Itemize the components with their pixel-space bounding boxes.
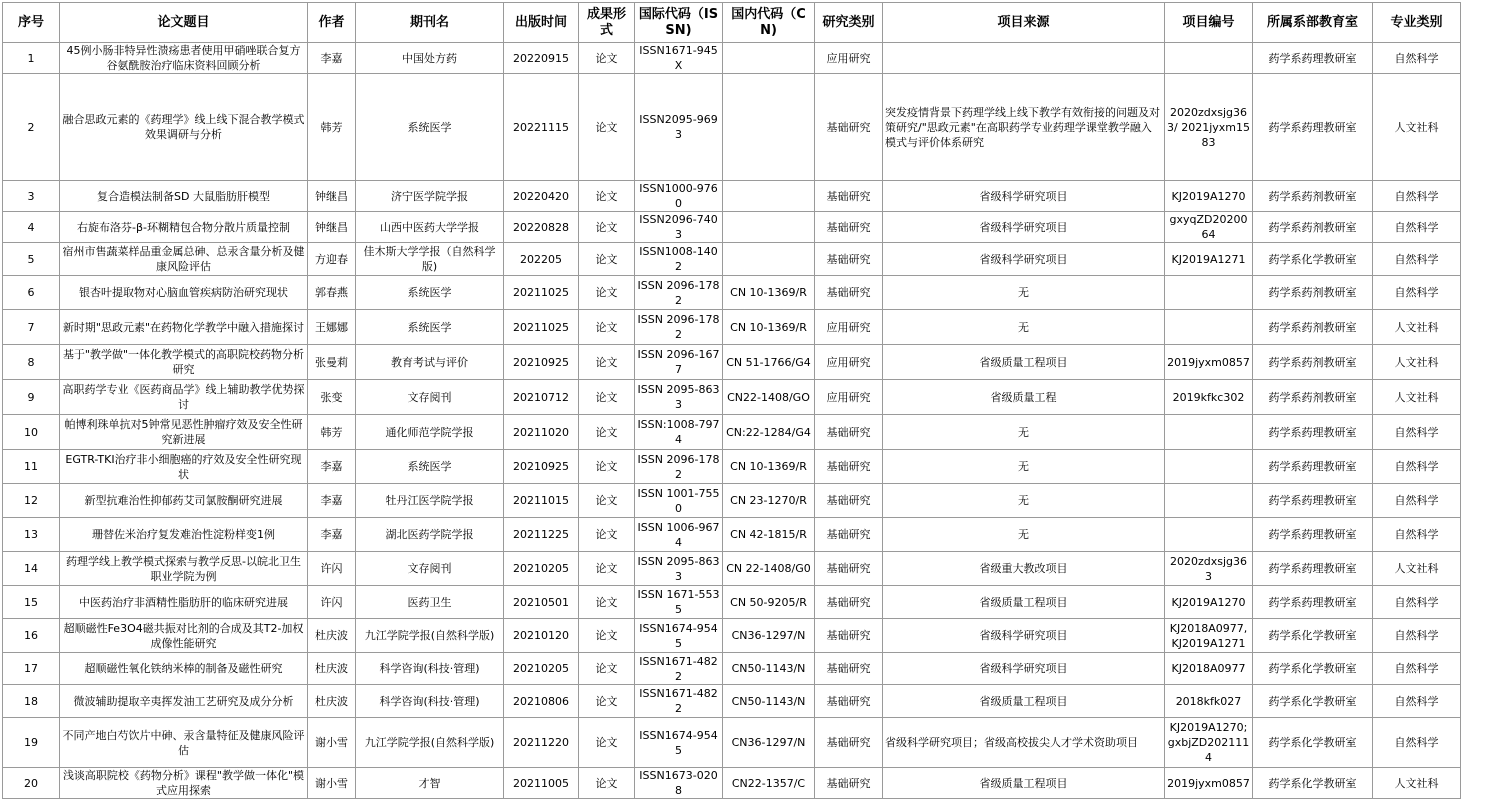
cell-project-no: [1165, 43, 1253, 74]
cell-source: 省级科学研究项目: [883, 653, 1165, 685]
cell-author: 韩芳: [308, 415, 356, 450]
table-row: [3, 450, 1461, 484]
cell-source: 省级重大教改项目: [883, 552, 1165, 586]
cell-source: 无: [883, 450, 1165, 484]
table-row: [3, 552, 1461, 586]
cell-category: 基础研究: [815, 552, 883, 586]
cell-issn: ISSN2095-9693: [635, 74, 723, 181]
cell-field: 自然科学: [1373, 212, 1461, 243]
cell-title: 不同产地白芍饮片中砷、汞含量特征及健康风险评估: [60, 718, 308, 768]
col-header-cn: 国内代码（CN): [723, 3, 815, 43]
cell-form: 论文: [579, 484, 635, 518]
cell-source: 省级科学研究项目: [883, 181, 1165, 212]
cell-date: 20210120: [504, 619, 579, 653]
cell-department: 药学系药理教研室: [1253, 415, 1373, 450]
cell-journal: 通化师范学院学报: [356, 415, 504, 450]
cell-category: 应用研究: [815, 43, 883, 74]
cell-index: 19: [3, 718, 60, 768]
col-header-journal: 期刊名: [356, 3, 504, 43]
table-row: [3, 619, 1461, 653]
cell-form: 论文: [579, 653, 635, 685]
cell-title: 帕博利珠单抗对5钟常见恶性肿瘤疗效及安全性研究新进展: [60, 415, 308, 450]
cell-source: 省级质量工程项目: [883, 586, 1165, 619]
cell-cn: CN:22-1284/G4: [723, 415, 815, 450]
cell-source: 无: [883, 518, 1165, 552]
cell-author: 李嘉: [308, 450, 356, 484]
cell-title: 高职药学专业《医药商品学》线上辅助教学优势探讨: [60, 380, 308, 415]
cell-field: 自然科学: [1373, 243, 1461, 276]
cell-form: 论文: [579, 380, 635, 415]
cell-index: 12: [3, 484, 60, 518]
cell-cn: [723, 181, 815, 212]
cell-form: 论文: [579, 450, 635, 484]
cell-category: 基础研究: [815, 518, 883, 552]
cell-source: 省级质量工程项目: [883, 685, 1165, 718]
cell-index: 8: [3, 345, 60, 380]
cell-form: 论文: [579, 552, 635, 586]
cell-field: 人文社科: [1373, 768, 1461, 799]
cell-author: 许闪: [308, 552, 356, 586]
cell-index: 11: [3, 450, 60, 484]
cell-form: 论文: [579, 43, 635, 74]
cell-cn: [723, 74, 815, 181]
cell-journal: 科学咨询(科技·管理): [356, 653, 504, 685]
table-row: [3, 586, 1461, 619]
cell-index: 7: [3, 310, 60, 345]
cell-source: 突发疫情背景下药理学线上线下教学有效衔接的问题及对策研究/"思政元素"在高职药学专业药理学课堂教学融入模式与评价体系研究: [883, 74, 1165, 181]
cell-index: 1: [3, 43, 60, 74]
cell-title: 银杏叶提取物对心脑血管疾病防治研究现状: [60, 276, 308, 310]
cell-author: 杜庆波: [308, 685, 356, 718]
cell-department: 药学系药剂教研室: [1253, 310, 1373, 345]
cell-project-no: 2019jyxm0857: [1165, 345, 1253, 380]
cell-category: 基础研究: [815, 685, 883, 718]
cell-form: 论文: [579, 718, 635, 768]
cell-date: 20210925: [504, 450, 579, 484]
cell-journal: 系统医学: [356, 74, 504, 181]
cell-department: 药学系药理教研室: [1253, 450, 1373, 484]
cell-form: 论文: [579, 768, 635, 799]
cell-journal: 济宁医学院学报: [356, 181, 504, 212]
table-body: [3, 43, 1461, 799]
cell-issn: ISSN1671-945X: [635, 43, 723, 74]
cell-form: 论文: [579, 181, 635, 212]
paper-table: [2, 2, 1461, 799]
cell-field: 自然科学: [1373, 685, 1461, 718]
table-row: [3, 310, 1461, 345]
cell-form: 论文: [579, 518, 635, 552]
cell-issn: ISSN 2096-1677: [635, 345, 723, 380]
cell-index: 6: [3, 276, 60, 310]
cell-date: 20211015: [504, 484, 579, 518]
table-row: [3, 685, 1461, 718]
cell-author: 张曼莉: [308, 345, 356, 380]
cell-project-no: KJ2018A0977, KJ2019A1271: [1165, 619, 1253, 653]
table-row: [3, 484, 1461, 518]
cell-journal: 系统医学: [356, 450, 504, 484]
cell-source: 无: [883, 484, 1165, 518]
cell-journal: 文存阅刊: [356, 380, 504, 415]
cell-category: 应用研究: [815, 380, 883, 415]
cell-department: 药学系药理教研室: [1253, 43, 1373, 74]
header-row: [3, 3, 1461, 43]
cell-cn: CN36-1297/N: [723, 619, 815, 653]
cell-title: 新时期"思政元素"在药物化学教学中融入措施探讨: [60, 310, 308, 345]
cell-issn: ISSN1008-1402: [635, 243, 723, 276]
cell-title: 浅谈高职院校《药物分析》课程"教学做一体化"模式应用探索: [60, 768, 308, 799]
col-header-project-no: 项目编号: [1165, 3, 1253, 43]
cell-field: 人文社科: [1373, 74, 1461, 181]
cell-author: 方迎春: [308, 243, 356, 276]
cell-cn: CN 22-1408/G0: [723, 552, 815, 586]
cell-source: [883, 43, 1165, 74]
cell-title: 新型抗难治性抑郁药艾司氯胺酮研究进展: [60, 484, 308, 518]
cell-author: 谢小雪: [308, 768, 356, 799]
col-header-field: 专业类别: [1373, 3, 1461, 43]
table-row: [3, 718, 1461, 768]
cell-index: 16: [3, 619, 60, 653]
table-row: [3, 212, 1461, 243]
cell-department: 药学系药剂教研室: [1253, 380, 1373, 415]
cell-index: 18: [3, 685, 60, 718]
col-header-form: 成果形式: [579, 3, 635, 43]
cell-title: 微波辅助提取辛夷挥发油工艺研究及成分分析: [60, 685, 308, 718]
cell-form: 论文: [579, 586, 635, 619]
cell-field: 自然科学: [1373, 484, 1461, 518]
cell-category: 基础研究: [815, 243, 883, 276]
cell-field: 自然科学: [1373, 43, 1461, 74]
cell-project-no: 2019jyxm0857: [1165, 768, 1253, 799]
table-row: [3, 43, 1461, 74]
cell-department: 药学系化学教研室: [1253, 718, 1373, 768]
cell-cn: CN 42-1815/R: [723, 518, 815, 552]
cell-date: 20220828: [504, 212, 579, 243]
cell-issn: ISSN 2095-8633: [635, 552, 723, 586]
cell-field: 人文社科: [1373, 380, 1461, 415]
cell-date: 20210925: [504, 345, 579, 380]
cell-field: 自然科学: [1373, 718, 1461, 768]
cell-title: 中医药治疗非酒精性脂肪肝的临床研究进展: [60, 586, 308, 619]
cell-issn: ISSN1671-4822: [635, 685, 723, 718]
cell-field: 自然科学: [1373, 450, 1461, 484]
cell-title: 超顺磁性氧化铁纳米棒的制备及磁性研究: [60, 653, 308, 685]
cell-index: 9: [3, 380, 60, 415]
cell-project-no: [1165, 276, 1253, 310]
cell-issn: ISSN1671-4822: [635, 653, 723, 685]
cell-date: 20211005: [504, 768, 579, 799]
cell-category: 基础研究: [815, 450, 883, 484]
col-header-issn: 国际代码（ISSN): [635, 3, 723, 43]
cell-journal: 科学咨询(科技·管理): [356, 685, 504, 718]
cell-category: 基础研究: [815, 415, 883, 450]
cell-category: 应用研究: [815, 345, 883, 380]
cell-date: 20220915: [504, 43, 579, 74]
cell-field: 自然科学: [1373, 653, 1461, 685]
cell-project-no: gxyqZD2020064: [1165, 212, 1253, 243]
cell-source: 省级科学研究项目: [883, 619, 1165, 653]
cell-index: 2: [3, 74, 60, 181]
cell-category: 基础研究: [815, 768, 883, 799]
cell-form: 论文: [579, 310, 635, 345]
cell-date: 20211020: [504, 415, 579, 450]
cell-department: 药学系药理教研室: [1253, 484, 1373, 518]
cell-index: 20: [3, 768, 60, 799]
cell-author: 杜庆波: [308, 619, 356, 653]
cell-issn: ISSN 2096-1782: [635, 450, 723, 484]
cell-source: 省级质量工程: [883, 380, 1165, 415]
cell-date: 20220420: [504, 181, 579, 212]
cell-index: 4: [3, 212, 60, 243]
cell-issn: ISSN2096-7403: [635, 212, 723, 243]
cell-form: 论文: [579, 212, 635, 243]
cell-issn: ISSN1674-9545: [635, 718, 723, 768]
cell-department: 药学系药理教研室: [1253, 552, 1373, 586]
cell-index: 17: [3, 653, 60, 685]
cell-form: 论文: [579, 685, 635, 718]
cell-cn: CN 51-1766/G4: [723, 345, 815, 380]
cell-form: 论文: [579, 345, 635, 380]
cell-form: 论文: [579, 276, 635, 310]
col-header-date: 出版时间: [504, 3, 579, 43]
cell-project-no: KJ2019A1271: [1165, 243, 1253, 276]
cell-journal: 教育考试与评价: [356, 345, 504, 380]
cell-source: 省级质量工程项目: [883, 768, 1165, 799]
cell-title: 复合造模法制备SD 大鼠脂肪肝模型: [60, 181, 308, 212]
cell-title: 融合思政元素的《药理学》线上线下混合教学模式效果调研与分析: [60, 74, 308, 181]
cell-cn: CN 23-1270/R: [723, 484, 815, 518]
cell-project-no: KJ2018A0977: [1165, 653, 1253, 685]
cell-field: 自然科学: [1373, 276, 1461, 310]
cell-issn: ISSN1674-9545: [635, 619, 723, 653]
cell-department: 药学系化学教研室: [1253, 685, 1373, 718]
cell-form: 论文: [579, 619, 635, 653]
cell-issn: ISSN1673-0208: [635, 768, 723, 799]
cell-department: 药学系药剂教研室: [1253, 212, 1373, 243]
cell-source: 无: [883, 310, 1165, 345]
cell-field: 自然科学: [1373, 415, 1461, 450]
cell-source: 省级科学研究项目: [883, 212, 1165, 243]
col-header-index: 序号: [3, 3, 60, 43]
table-row: [3, 768, 1461, 799]
cell-project-no: 2020zdxsjg363/ 2021jyxm1583: [1165, 74, 1253, 181]
cell-source: 省级科学研究项目: [883, 243, 1165, 276]
cell-category: 基础研究: [815, 653, 883, 685]
cell-field: 人文社科: [1373, 310, 1461, 345]
cell-category: 基础研究: [815, 484, 883, 518]
cell-field: 自然科学: [1373, 518, 1461, 552]
cell-date: 20211025: [504, 310, 579, 345]
col-header-source: 项目来源: [883, 3, 1165, 43]
col-header-author: 作者: [308, 3, 356, 43]
cell-issn: ISSN 1006-9674: [635, 518, 723, 552]
cell-department: 药学系药剂教研室: [1253, 345, 1373, 380]
cell-journal: 山西中医药大学学报: [356, 212, 504, 243]
cell-field: 自然科学: [1373, 586, 1461, 619]
cell-date: 20211220: [504, 718, 579, 768]
cell-title: 珊替佐米治疗复发难治性淀粉样变1例: [60, 518, 308, 552]
cell-project-no: 2019kfkc302: [1165, 380, 1253, 415]
cell-author: 郭春燕: [308, 276, 356, 310]
cell-title: 基于"教学做"一体化教学模式的高职院校药物分析研究: [60, 345, 308, 380]
cell-department: 药学系药剂教研室: [1253, 276, 1373, 310]
cell-form: 论文: [579, 415, 635, 450]
cell-project-no: [1165, 484, 1253, 518]
cell-category: 基础研究: [815, 586, 883, 619]
cell-date: 20210205: [504, 653, 579, 685]
cell-cn: CN 50-9205/R: [723, 586, 815, 619]
table-row: [3, 518, 1461, 552]
cell-journal: 九江学院学报(自然科学版): [356, 718, 504, 768]
cell-category: 基础研究: [815, 181, 883, 212]
cell-project-no: [1165, 518, 1253, 552]
col-header-department: 所属系部教育室: [1253, 3, 1373, 43]
cell-date: 20211025: [504, 276, 579, 310]
cell-date: 20221115: [504, 74, 579, 181]
cell-department: 药学系药理教研室: [1253, 74, 1373, 181]
cell-cn: [723, 212, 815, 243]
cell-cn: CN50-1143/N: [723, 685, 815, 718]
cell-project-no: [1165, 450, 1253, 484]
cell-form: 论文: [579, 74, 635, 181]
cell-journal: 文存阅刊: [356, 552, 504, 586]
cell-journal: 九江学院学报(自然科学版): [356, 619, 504, 653]
cell-date: 20210806: [504, 685, 579, 718]
cell-category: 应用研究: [815, 310, 883, 345]
cell-author: 张变: [308, 380, 356, 415]
col-header-category: 研究类别: [815, 3, 883, 43]
cell-department: 药学系药理教研室: [1253, 586, 1373, 619]
cell-field: 自然科学: [1373, 619, 1461, 653]
cell-index: 3: [3, 181, 60, 212]
cell-author: 王娜娜: [308, 310, 356, 345]
cell-journal: 牡丹江医学院学报: [356, 484, 504, 518]
cell-journal: 湖北医药学院学报: [356, 518, 504, 552]
cell-issn: ISSN 2096-1782: [635, 276, 723, 310]
cell-date: 20210501: [504, 586, 579, 619]
cell-author: 杜庆波: [308, 653, 356, 685]
cell-journal: 系统医学: [356, 276, 504, 310]
cell-journal: 医药卫生: [356, 586, 504, 619]
cell-index: 5: [3, 243, 60, 276]
cell-source: 省级科学研究项目；省级高校拔尖人才学术资助项目: [883, 718, 1165, 768]
cell-department: 药学系化学教研室: [1253, 653, 1373, 685]
cell-issn: ISSN 2095-8633: [635, 380, 723, 415]
table-row: [3, 181, 1461, 212]
cell-field: 人文社科: [1373, 552, 1461, 586]
cell-cn: CN 10-1369/R: [723, 450, 815, 484]
cell-category: 基础研究: [815, 74, 883, 181]
cell-title: 右旋布洛芬-β-环糊精包合物分散片质量控制: [60, 212, 308, 243]
cell-date: 20210205: [504, 552, 579, 586]
cell-project-no: KJ2019A1270: [1165, 586, 1253, 619]
cell-category: 基础研究: [815, 718, 883, 768]
cell-author: 李嘉: [308, 518, 356, 552]
cell-cn: CN22-1357/C: [723, 768, 815, 799]
cell-field: 自然科学: [1373, 181, 1461, 212]
cell-cn: CN50-1143/N: [723, 653, 815, 685]
cell-index: 15: [3, 586, 60, 619]
cell-issn: ISSN 2096-1782: [635, 310, 723, 345]
cell-author: 钟继昌: [308, 181, 356, 212]
cell-title: 45例小肠非特异性溃疡患者使用甲硝唑联合复方谷氨酰胺治疗临床资料回顾分析: [60, 43, 308, 74]
table-row: [3, 243, 1461, 276]
cell-cn: [723, 43, 815, 74]
cell-cn: CN 10-1369/R: [723, 310, 815, 345]
cell-journal: 中国处方药: [356, 43, 504, 74]
cell-department: 药学系药理教研室: [1253, 518, 1373, 552]
cell-title: 药理学线上教学模式探索与教学反思-以皖北卫生职业学院为例: [60, 552, 308, 586]
cell-author: 李嘉: [308, 43, 356, 74]
cell-cn: CN22-1408/GO: [723, 380, 815, 415]
table-row: [3, 345, 1461, 380]
cell-author: 谢小雪: [308, 718, 356, 768]
cell-issn: ISSN:1008-7974: [635, 415, 723, 450]
table-row: [3, 276, 1461, 310]
cell-issn: ISSN 1001-7550: [635, 484, 723, 518]
cell-issn: ISSN1000-9760: [635, 181, 723, 212]
cell-author: 钟继昌: [308, 212, 356, 243]
cell-date: 202205: [504, 243, 579, 276]
cell-field: 人文社科: [1373, 345, 1461, 380]
cell-title: 超顺磁性Fe3O4磁共振对比剂的合成及其T2-加权成像性能研究: [60, 619, 308, 653]
cell-category: 基础研究: [815, 619, 883, 653]
cell-date: 20210712: [504, 380, 579, 415]
cell-journal: 才智: [356, 768, 504, 799]
cell-cn: [723, 243, 815, 276]
cell-project-no: 2020zdxsjg363: [1165, 552, 1253, 586]
cell-index: 13: [3, 518, 60, 552]
cell-project-no: 2018kfk027: [1165, 685, 1253, 718]
cell-department: 药学系化学教研室: [1253, 619, 1373, 653]
cell-source: 无: [883, 276, 1165, 310]
cell-project-no: KJ2019A1270: [1165, 181, 1253, 212]
table-row: [3, 74, 1461, 181]
cell-date: 20211225: [504, 518, 579, 552]
cell-cn: CN36-1297/N: [723, 718, 815, 768]
cell-source: 省级质量工程项目: [883, 345, 1165, 380]
cell-project-no: [1165, 310, 1253, 345]
cell-index: 14: [3, 552, 60, 586]
table-row: [3, 415, 1461, 450]
cell-issn: ISSN 1671-5535: [635, 586, 723, 619]
cell-source: 无: [883, 415, 1165, 450]
cell-title: EGTR-TKI治疗非小细胞癌的疗效及安全性研究现状: [60, 450, 308, 484]
table-row: [3, 380, 1461, 415]
cell-category: 基础研究: [815, 276, 883, 310]
cell-author: 韩芳: [308, 74, 356, 181]
cell-index: 10: [3, 415, 60, 450]
cell-project-no: [1165, 415, 1253, 450]
cell-project-no: KJ2019A1270; gxbjZD2021114: [1165, 718, 1253, 768]
cell-department: 药学系化学教研室: [1253, 768, 1373, 799]
col-header-title: 论文题目: [60, 3, 308, 43]
cell-form: 论文: [579, 243, 635, 276]
cell-journal: 佳木斯大学学报（自然科学版): [356, 243, 504, 276]
cell-author: 李嘉: [308, 484, 356, 518]
cell-title: 宿州市售蔬菜样品重金属总砷、总汞含量分析及健康风险评估: [60, 243, 308, 276]
cell-category: 基础研究: [815, 212, 883, 243]
cell-department: 药学系药剂教研室: [1253, 181, 1373, 212]
cell-author: 许闪: [308, 586, 356, 619]
cell-cn: CN 10-1369/R: [723, 276, 815, 310]
cell-department: 药学系化学教研室: [1253, 243, 1373, 276]
cell-journal: 系统医学: [356, 310, 504, 345]
table-row: [3, 653, 1461, 685]
